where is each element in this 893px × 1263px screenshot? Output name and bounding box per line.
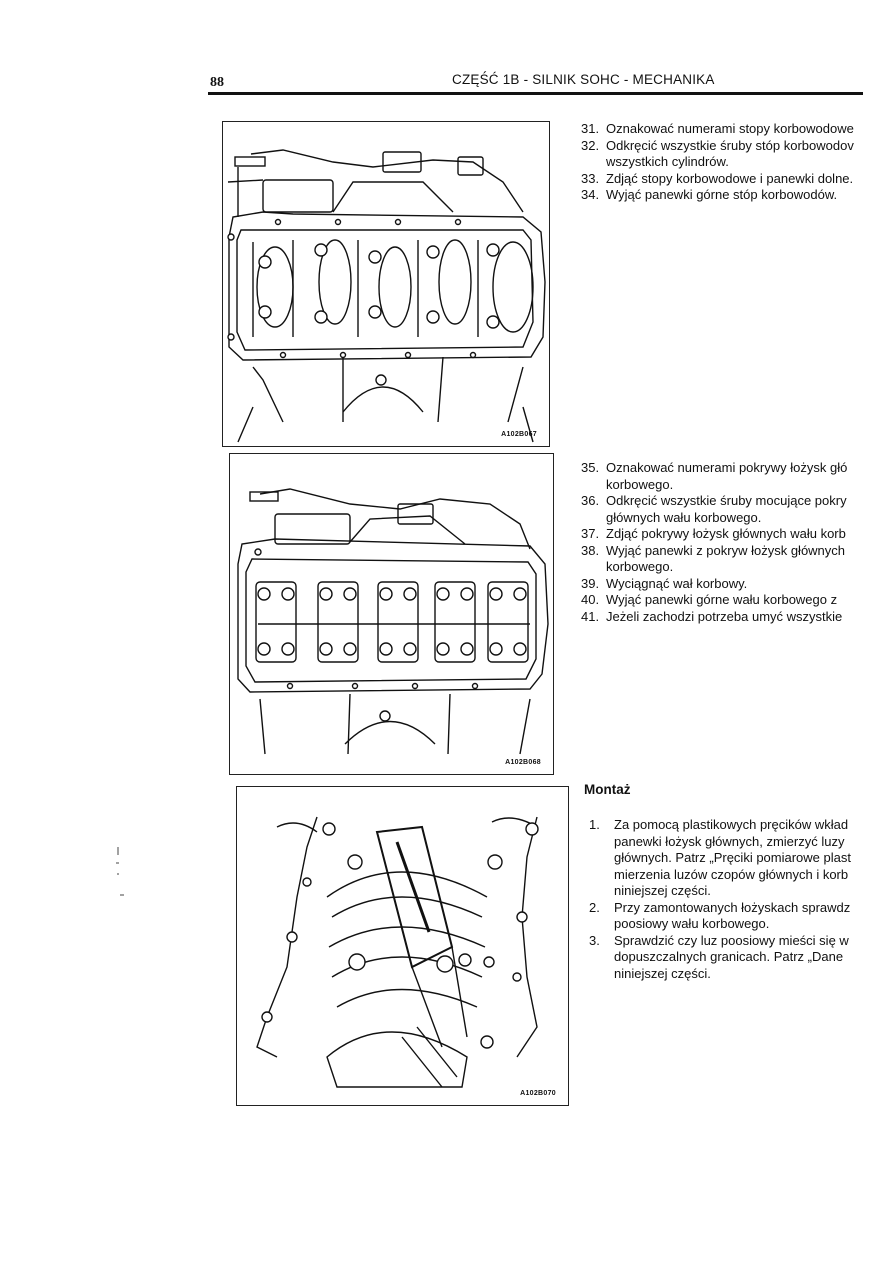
header-rule <box>208 92 863 95</box>
list-item <box>589 933 863 950</box>
step-text: dopuszczalnych granicach. Patrz „Dane <box>614 949 844 964</box>
step-text: Przy zamontowanych łożyskach sprawdz <box>614 899 851 915</box>
step-number: 34. <box>581 187 600 202</box>
step-number: 41. <box>581 608 600 624</box>
step-number: 3. <box>589 932 600 948</box>
step-text: głównych wału korbowego. <box>606 509 762 525</box>
figure-crankshaft-rods-drawing <box>223 122 549 446</box>
list-item <box>589 867 863 884</box>
figure-main-bearing-caps-drawing <box>230 454 553 774</box>
list-item <box>581 493 863 510</box>
list-item <box>581 576 863 593</box>
step-text: Odkręcić wszystkie śruby mocujące pokry <box>606 493 847 508</box>
list-item <box>581 510 863 527</box>
section-title-assembly: Montaż <box>584 782 631 797</box>
list-item <box>589 834 863 851</box>
list-item <box>581 592 863 609</box>
step-text: Oznakować numerami pokrywy łożysk głó <box>606 460 848 475</box>
step-number: 32. <box>581 137 600 153</box>
page-number: 88 <box>210 75 224 90</box>
figure-crankshaft-rods <box>222 121 550 447</box>
step-number: 31. <box>581 121 600 136</box>
step-text: mierzenia luzów czopów głównych i korb <box>614 866 849 882</box>
step-text: Wyjąć panewki z pokryw łożysk głównych <box>606 542 846 558</box>
step-number: 35. <box>581 460 600 475</box>
step-number: 33. <box>581 170 600 186</box>
list-item <box>589 817 863 834</box>
step-text: Wyciągnąć wał korbowy. <box>606 575 748 591</box>
step-text: Sprawdzić czy luz poosiowy mieści się w <box>614 932 849 948</box>
scan-marks <box>100 845 140 925</box>
step-text: Jeżeli zachodzi potrzeba umyć wszystkie <box>606 608 843 624</box>
step-text: Wyjąć panewki górne wału korbowego z <box>606 592 838 607</box>
list-item <box>589 966 863 983</box>
step-number: 39. <box>581 575 600 591</box>
disassembly-steps-31-34 <box>581 121 863 204</box>
step-text: korbowego. <box>606 476 674 492</box>
list-item <box>589 900 863 917</box>
list-item <box>589 949 863 966</box>
step-text: głównych. Patrz „Pręciki pomiarowe plast <box>614 850 851 865</box>
step-text: wszystkich cylindrów. <box>606 154 729 169</box>
list-item <box>581 460 863 477</box>
step-text: Oznakować numerami stopy korbowodowe <box>606 121 854 136</box>
step-number: 38. <box>581 542 600 558</box>
figure-plastigage-drawing <box>237 787 568 1105</box>
list-item <box>589 850 863 867</box>
list-item <box>581 187 863 204</box>
step-text: panewki łożysk głównych, zmierzyć luzy <box>614 833 845 849</box>
list-item <box>589 883 863 900</box>
step-number: 1. <box>589 817 600 832</box>
figure-code: A102B067 <box>501 431 537 438</box>
list-item <box>581 609 863 626</box>
step-text: Zdjąć pokrywy łożysk głównych wału korb <box>606 526 846 541</box>
assembly-steps <box>589 817 863 982</box>
figure-code: A102B070 <box>520 1090 556 1097</box>
step-text: poosiowy wału korbowego. <box>614 916 770 931</box>
list-item <box>581 559 863 576</box>
step-number: 40. <box>581 592 600 607</box>
step-text: korbowego. <box>606 559 674 574</box>
step-text: niniejszej części. <box>614 883 711 898</box>
step-text: niniejszej części. <box>614 965 711 981</box>
list-item <box>581 171 863 188</box>
list-item <box>589 916 863 933</box>
list-item <box>581 526 863 543</box>
list-item <box>581 121 863 138</box>
list-item <box>581 477 863 494</box>
running-head: CZĘŚĆ 1B - SILNIK SOHC - MECHANIKA <box>452 72 715 87</box>
step-text: Za pomocą plastikowych pręcików wkład <box>614 817 849 832</box>
figure-code: A102B068 <box>505 759 541 766</box>
list-item <box>581 543 863 560</box>
list-item <box>581 154 863 171</box>
figure-main-bearing-caps <box>229 453 554 775</box>
step-number: 2. <box>589 899 600 915</box>
step-text: Odkręcić wszystkie śruby stóp korbowodov <box>606 137 854 153</box>
disassembly-steps-35-41 <box>581 460 863 625</box>
figure-plastigage <box>236 786 569 1106</box>
step-number: 37. <box>581 526 600 541</box>
step-number: 36. <box>581 493 600 508</box>
step-text: Wyjąć panewki górne stóp korbowodów. <box>606 187 838 202</box>
step-text: Zdjąć stopy korbowodowe i panewki dolne. <box>606 170 854 186</box>
list-item <box>581 138 863 155</box>
